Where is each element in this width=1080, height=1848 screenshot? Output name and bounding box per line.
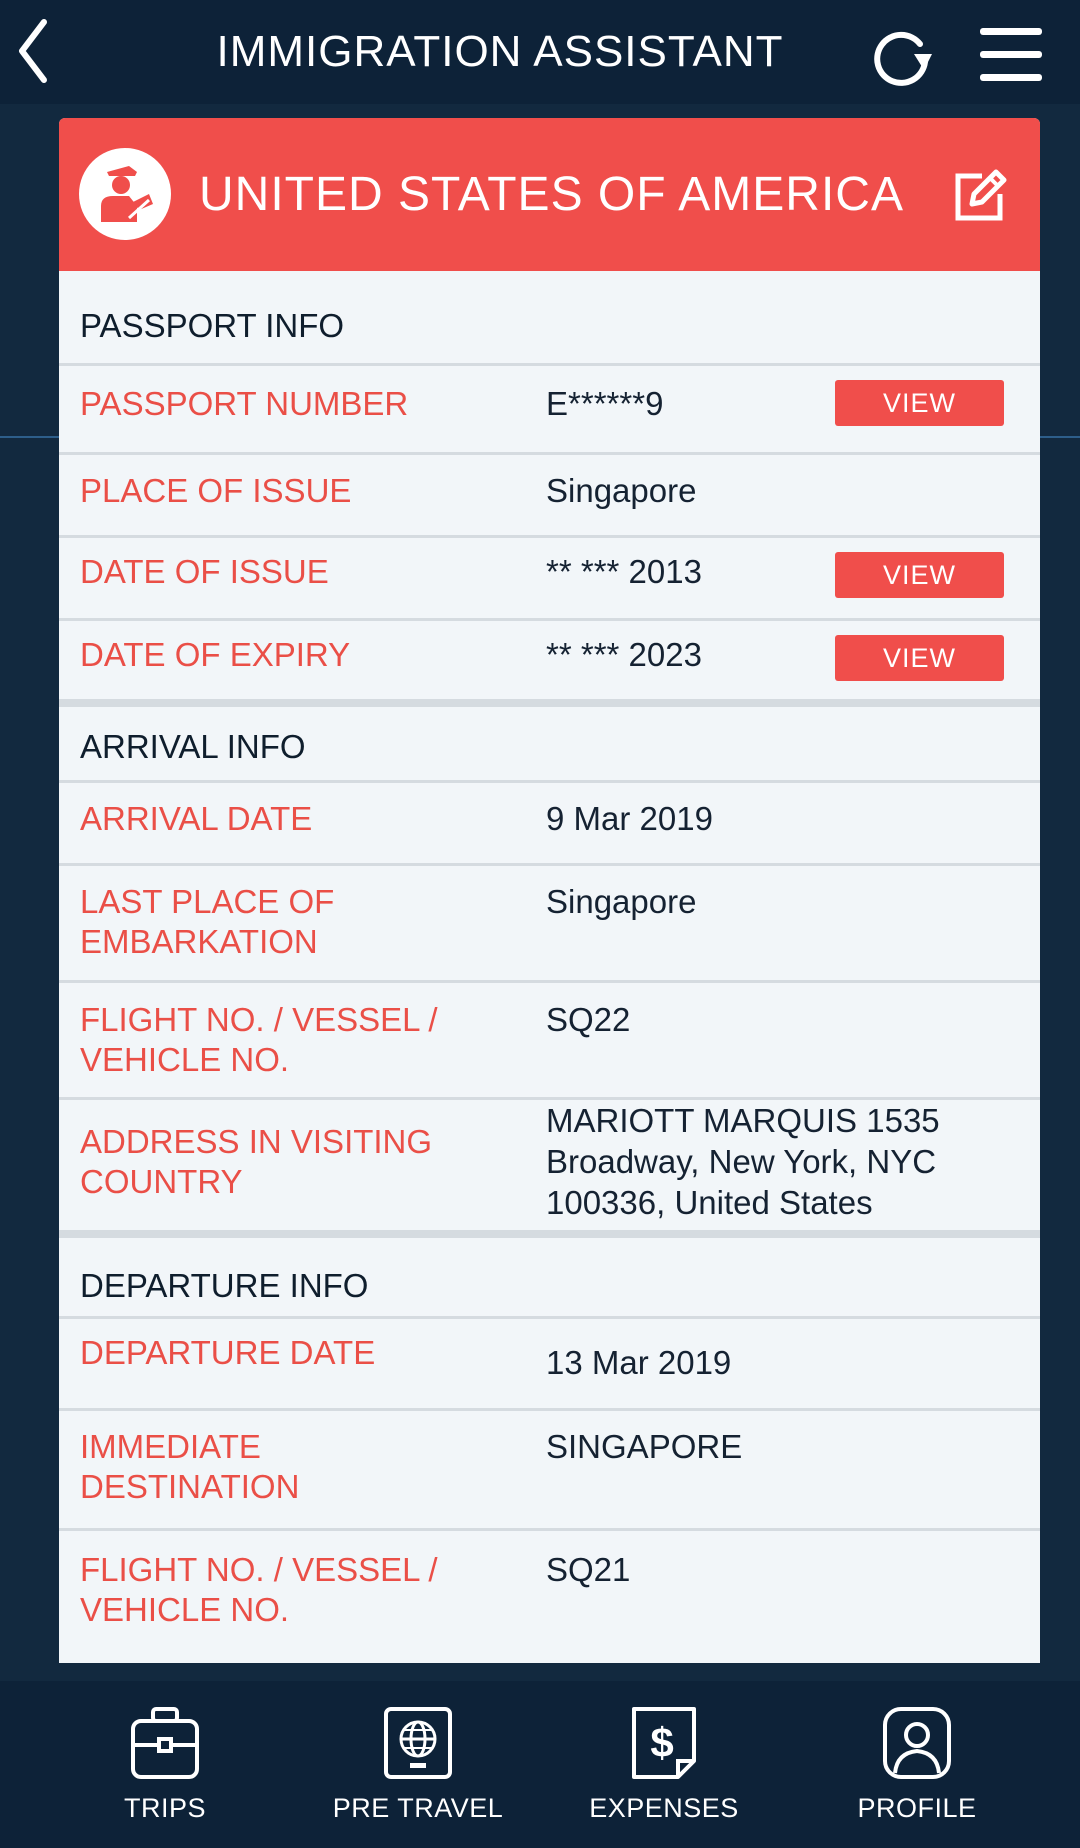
arrival-section-title: ARRIVAL INFO: [80, 728, 306, 765]
refresh-icon[interactable]: [868, 24, 934, 90]
row-value: SQ21: [546, 1551, 631, 1588]
row-label: PLACE OF ISSUE: [80, 472, 352, 509]
passport-number-row: [59, 363, 1040, 452]
passport-section-title: PASSPORT INFO: [80, 307, 345, 344]
background-line: [0, 436, 60, 438]
row-label: FLIGHT NO. / VESSEL / VEHICLE NO.: [80, 1001, 438, 1078]
immigration-card: [59, 118, 1040, 1663]
top-bar: [0, 0, 1080, 104]
row-label: LAST PLACE OF EMBARKATION: [80, 883, 335, 960]
last-place-of-embarkation-row: [59, 863, 1040, 980]
view-passport-number-button[interactable]: VIEW: [835, 380, 1004, 426]
row-label: ADDRESS IN VISITING COUNTRY: [80, 1123, 433, 1200]
hamburger-menu-icon[interactable]: [978, 22, 1044, 88]
nav-label: EXPENSES: [589, 1793, 739, 1823]
row-label: IMMEDIATE DESTINATION: [80, 1428, 300, 1505]
departure-section-title: DEPARTURE INFO: [80, 1267, 369, 1304]
row-value: 9 Mar 2019: [546, 800, 713, 837]
row-value: MARIOTT MARQUIS 1535 Broadway, New York, NYC 100336, United States: [546, 1102, 940, 1221]
background-line: [1040, 436, 1080, 438]
arrival-flight-number-row: [59, 980, 1040, 1097]
place-of-issue-row: [59, 452, 1040, 535]
bottom-navigation: [0, 1681, 1080, 1848]
row-label: DEPARTURE DATE: [80, 1334, 376, 1371]
view-date-of-expiry-button[interactable]: VIEW: [835, 635, 1004, 681]
row-label: PASSPORT NUMBER: [80, 385, 409, 422]
card-header: [59, 118, 1040, 271]
country-title: UNITED STATES OF AMERICA: [199, 168, 904, 221]
user-profile-icon: [881, 1705, 953, 1781]
row-value: E******9: [546, 385, 664, 422]
nav-item-trips[interactable]: [65, 1705, 265, 1824]
passport-globe-icon: [382, 1705, 454, 1781]
date-of-expiry-row: [59, 618, 1040, 699]
immigration-officer-icon: [79, 148, 171, 240]
section-divider: [59, 1230, 1040, 1238]
nav-label: PROFILE: [857, 1793, 977, 1823]
arrival-date-row: [59, 780, 1040, 863]
page-title: IMMIGRATION ASSISTANT: [216, 27, 784, 76]
date-of-issue-row: [59, 535, 1040, 618]
row-value: ** *** 2013: [546, 553, 702, 590]
suitcase-icon: [129, 1705, 201, 1781]
nav-item-expenses[interactable]: [564, 1705, 764, 1824]
row-label: ARRIVAL DATE: [80, 800, 313, 837]
nav-item-profile[interactable]: [817, 1705, 1017, 1824]
row-value: SQ22: [546, 1001, 631, 1038]
row-label: DATE OF ISSUE: [80, 553, 329, 590]
address-in-visiting-country-row: [59, 1097, 1040, 1230]
section-divider: [59, 699, 1040, 707]
row-value: SINGAPORE: [546, 1428, 743, 1465]
row-label: DATE OF EXPIRY: [80, 636, 351, 673]
row-value: 13 Mar 2019: [546, 1344, 732, 1381]
nav-label: TRIPS: [123, 1793, 206, 1823]
svg-text:$: $: [650, 1719, 674, 1766]
immediate-destination-row: [59, 1408, 1040, 1528]
row-value: ** *** 2023: [546, 636, 702, 673]
row-label: FLIGHT NO. / VESSEL / VEHICLE NO.: [80, 1551, 438, 1628]
view-date-of-issue-button[interactable]: VIEW: [835, 552, 1004, 598]
dollar-document-icon: [628, 1705, 700, 1781]
row-value: Singapore: [546, 472, 697, 509]
row-value: Singapore: [546, 883, 697, 920]
departure-flight-number-row: [59, 1528, 1040, 1658]
departure-date-row: [59, 1316, 1040, 1408]
nav-label: PRE TRAVEL: [332, 1793, 504, 1823]
edit-icon[interactable]: [952, 168, 1008, 224]
nav-item-pre-travel[interactable]: [318, 1705, 518, 1824]
